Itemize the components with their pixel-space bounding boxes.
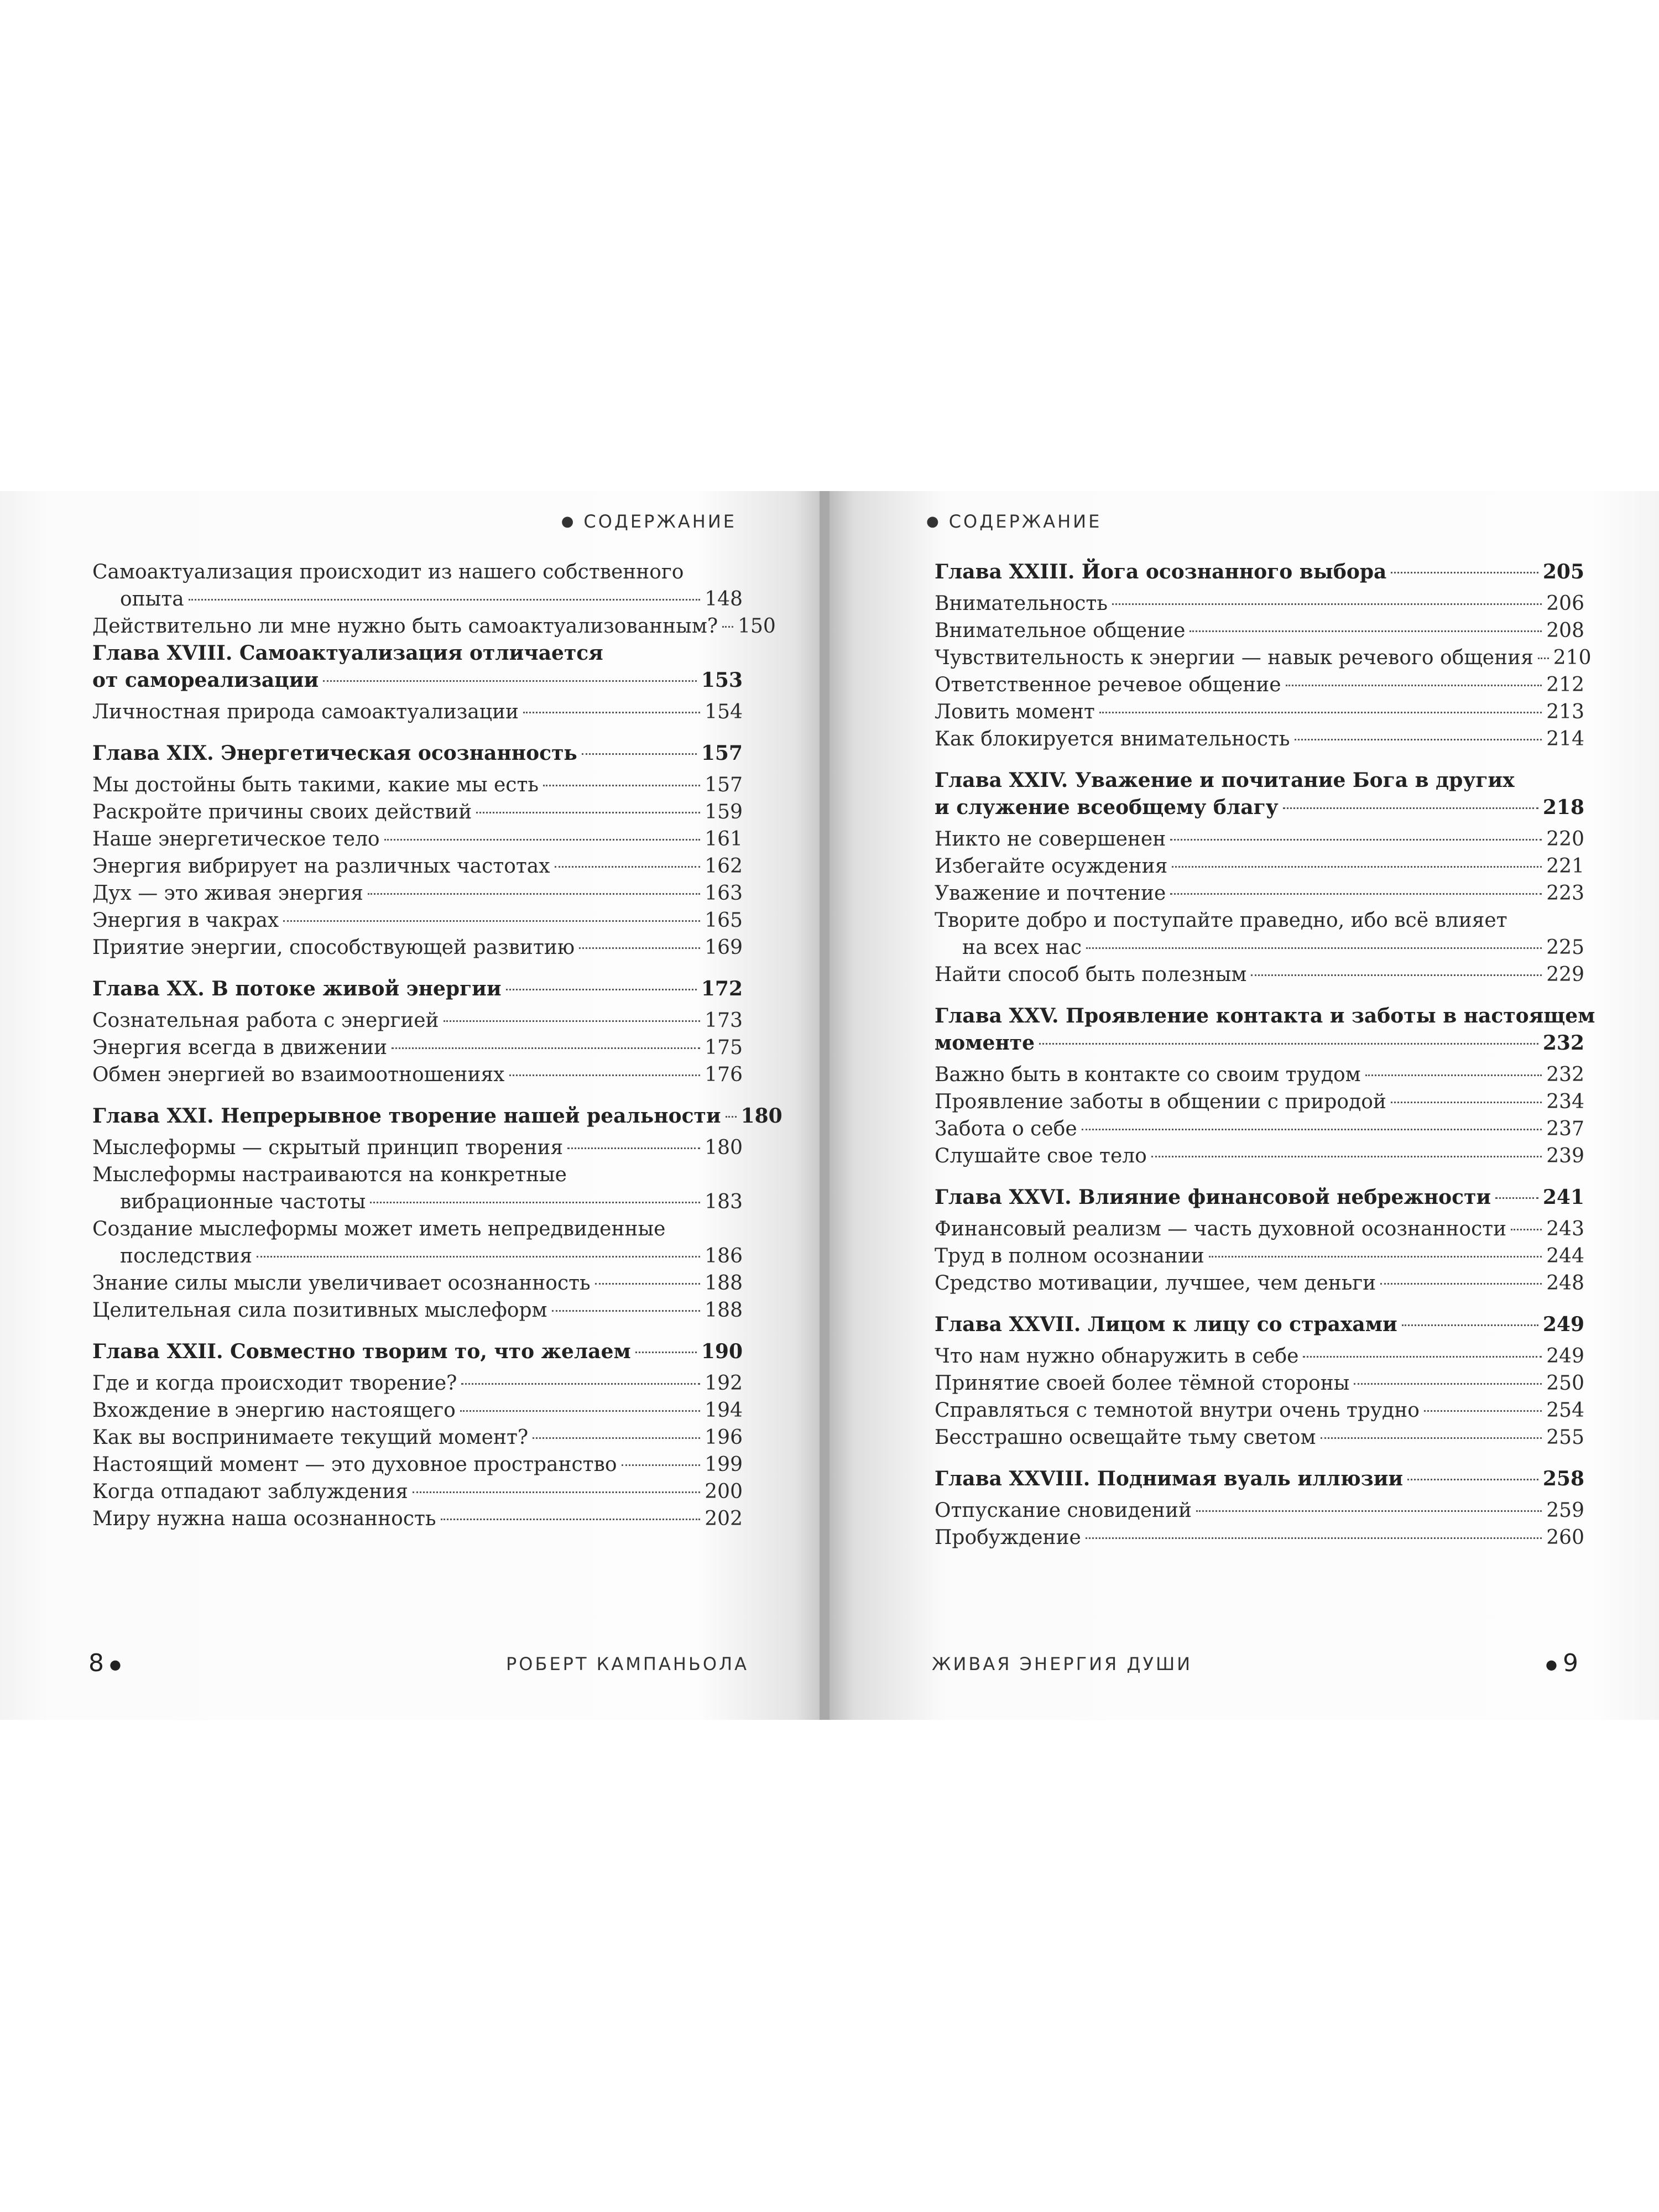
section-entry bbox=[935, 726, 1584, 753]
page-ref: 165 bbox=[705, 909, 743, 932]
dot-leader bbox=[441, 1519, 701, 1520]
page-ref: 161 bbox=[705, 828, 743, 851]
dot-leader bbox=[726, 1116, 737, 1118]
section-entry bbox=[92, 934, 743, 961]
dot-leader bbox=[444, 1020, 701, 1022]
page-ref: 180 bbox=[705, 1136, 743, 1159]
dot-leader bbox=[476, 812, 700, 813]
section-entry bbox=[935, 590, 1584, 617]
dot-leader bbox=[1295, 739, 1542, 740]
section-entry bbox=[935, 1343, 1584, 1370]
section-title: Личностная природа самоактуализации bbox=[92, 701, 519, 723]
section-title: Что нам нужно обнаружить в себе bbox=[935, 1345, 1299, 1368]
page-number: ● 9 bbox=[1546, 1649, 1578, 1677]
page-ref: 175 bbox=[705, 1036, 743, 1059]
footer-book-title: ЖИВАЯ ЭНЕРГИЯ ДУШИ bbox=[932, 1653, 1193, 1674]
dot-leader bbox=[595, 1283, 701, 1285]
page-ref: 259 bbox=[1546, 1499, 1584, 1522]
dot-leader bbox=[722, 626, 733, 628]
page-ref: 229 bbox=[1546, 963, 1584, 986]
page-ref: 220 bbox=[1546, 828, 1584, 851]
dot-leader bbox=[460, 1410, 700, 1412]
page-ref: 241 bbox=[1542, 1186, 1584, 1209]
page-ref: 205 bbox=[1542, 560, 1584, 583]
page-ref: 249 bbox=[1542, 1313, 1584, 1336]
section-entry bbox=[92, 1478, 743, 1505]
section-title: Энергия вибрирует на различных частотах bbox=[92, 855, 550, 878]
dot-leader bbox=[1086, 1537, 1542, 1539]
dot-leader bbox=[1380, 1283, 1542, 1285]
section-entry bbox=[92, 1424, 743, 1451]
page-ref: 250 bbox=[1546, 1372, 1584, 1395]
dot-leader bbox=[1190, 630, 1542, 632]
section-entry bbox=[92, 586, 743, 613]
chapter-entry bbox=[935, 1030, 1584, 1057]
page-ref: 176 bbox=[705, 1063, 743, 1086]
dot-leader bbox=[1495, 1197, 1538, 1199]
section-entry bbox=[935, 907, 1584, 934]
section-entry bbox=[935, 1270, 1584, 1297]
dot-leader bbox=[533, 1437, 700, 1439]
page-ref: 223 bbox=[1546, 882, 1584, 905]
page-ref: 239 bbox=[1546, 1145, 1584, 1167]
section-title: на всех нас bbox=[962, 936, 1082, 959]
section-entry bbox=[935, 1524, 1584, 1551]
dot-leader bbox=[1112, 603, 1542, 605]
section-title: Энергия всегда в движении bbox=[92, 1036, 388, 1059]
dot-leader bbox=[323, 680, 697, 682]
chapter-title: Глава XXVI. Влияние финансовой небрежности bbox=[935, 1186, 1491, 1209]
section-entry bbox=[935, 1115, 1584, 1142]
section-title: Бесстрашно освещайте тьму светом bbox=[935, 1426, 1316, 1449]
dot-leader bbox=[543, 785, 700, 786]
section-title: Труд в полном осознании bbox=[935, 1245, 1204, 1267]
section-title: Как вы воспринимаете текущий момент? bbox=[92, 1426, 529, 1449]
chapter-title: Глава XX. В потоке живой энергии bbox=[92, 977, 502, 1000]
page-ref: 188 bbox=[705, 1272, 743, 1295]
section-title: Мыслеформы настраиваются на конкретные bbox=[92, 1164, 567, 1186]
dot-leader bbox=[392, 1047, 700, 1049]
dot-leader bbox=[1172, 866, 1542, 868]
book-gutter bbox=[820, 491, 830, 1720]
section-title: Обмен энергией во взаимоотношениях bbox=[92, 1063, 505, 1086]
chapter-title: Глава XXII. Совместно творим то, что желаем bbox=[92, 1340, 631, 1363]
dot-leader bbox=[1511, 1229, 1542, 1230]
page-ref: 213 bbox=[1546, 701, 1584, 723]
section-title: Создание мыслеформы может иметь непредвиденные bbox=[92, 1218, 666, 1240]
chapter-entry bbox=[935, 559, 1584, 586]
section-entry bbox=[935, 617, 1584, 644]
dot-leader bbox=[1391, 1102, 1542, 1103]
page-ref: 159 bbox=[705, 801, 743, 823]
dot-leader bbox=[384, 839, 701, 841]
dot-leader bbox=[189, 599, 701, 601]
page-ref: 258 bbox=[1542, 1467, 1584, 1490]
chapter-title: Глава XXI. Непрерывное творение нашей реальности bbox=[92, 1104, 721, 1128]
section-title: Раскройте причины своих действий bbox=[92, 801, 472, 823]
page-ref: 260 bbox=[1546, 1526, 1584, 1549]
section-entry bbox=[92, 799, 743, 826]
page-ref: 234 bbox=[1546, 1091, 1584, 1113]
section-entry bbox=[935, 961, 1584, 988]
section-entry bbox=[935, 644, 1592, 671]
chapter-title: от самореализации bbox=[92, 669, 319, 692]
page-ref: 154 bbox=[705, 701, 743, 723]
section-entry bbox=[92, 826, 743, 853]
section-title: опыта bbox=[120, 588, 184, 611]
dot-leader bbox=[1170, 839, 1542, 841]
page-ref: 163 bbox=[705, 882, 743, 905]
section-entry bbox=[935, 671, 1584, 698]
section-title: Мыслеформы — скрытый принцип творения bbox=[92, 1136, 564, 1159]
section-entry bbox=[92, 1370, 743, 1397]
dot-leader bbox=[1151, 1156, 1542, 1157]
dot-leader bbox=[368, 893, 700, 895]
section-entry bbox=[935, 853, 1584, 880]
page-ref: 221 bbox=[1546, 855, 1584, 878]
page-ref: 194 bbox=[705, 1399, 743, 1422]
dot-leader bbox=[1538, 658, 1549, 659]
page-ref: 173 bbox=[705, 1009, 743, 1032]
dot-leader bbox=[1283, 807, 1538, 809]
section-entry bbox=[935, 1397, 1584, 1424]
section-title: Отпускание сновидений bbox=[935, 1499, 1192, 1522]
chapter-title: Глава XXIV. Уважение и почитание Бога в других bbox=[935, 769, 1515, 792]
dot-leader bbox=[582, 753, 697, 755]
section-title: Ловить момент bbox=[935, 701, 1095, 723]
dot-leader bbox=[461, 1383, 700, 1385]
page-ref: 157 bbox=[705, 774, 743, 796]
section-title: Творите добро и поступайте праведно, ибо всё влияет bbox=[935, 909, 1507, 932]
section-entry bbox=[935, 826, 1584, 853]
section-entry bbox=[92, 1297, 743, 1324]
section-title: вибрационные частоты bbox=[120, 1191, 366, 1213]
dot-leader bbox=[1365, 1074, 1542, 1076]
dot-leader bbox=[567, 1147, 700, 1149]
section-title: Где и когда происходит творение? bbox=[92, 1372, 457, 1395]
page-ref: 225 bbox=[1546, 936, 1584, 959]
section-title: Приятие энергии, способствующей развитию bbox=[92, 936, 575, 959]
dot-leader bbox=[622, 1464, 701, 1466]
section-entry bbox=[935, 698, 1584, 726]
dot-leader bbox=[1321, 1437, 1542, 1439]
section-title: Самоактуализация происходит из нашего собственного bbox=[92, 561, 684, 583]
page-ref: 200 bbox=[705, 1480, 743, 1503]
page-number: 8 ● bbox=[88, 1649, 121, 1677]
dot-leader bbox=[1170, 893, 1542, 895]
section-title: Избегайте осуждения bbox=[935, 855, 1168, 878]
running-head: ● СОДЕРЖАНИЕ bbox=[926, 511, 1102, 532]
page-ref: 192 bbox=[705, 1372, 743, 1395]
section-title: Энергия в чакрах bbox=[92, 909, 279, 932]
section-entry bbox=[92, 907, 743, 934]
dot-leader bbox=[509, 1074, 701, 1076]
chapter-title: Глава XXVIII. Поднимая вуаль иллюзии bbox=[935, 1467, 1404, 1490]
chapter-entry bbox=[92, 1338, 743, 1365]
page-ref: 255 bbox=[1546, 1426, 1584, 1449]
section-title: Важно быть в контакте со своим трудом bbox=[935, 1063, 1361, 1086]
section-entry bbox=[92, 853, 743, 880]
chapter-title: Глава XXIII. Йога осознанного выбора bbox=[935, 560, 1387, 583]
chapter-title: Глава XIX. Энергетическая осознанность bbox=[92, 742, 577, 765]
page-ref: 190 bbox=[701, 1340, 743, 1363]
dot-leader bbox=[1424, 1410, 1542, 1412]
dot-leader bbox=[506, 989, 697, 990]
dot-leader bbox=[579, 947, 700, 949]
page-ref: 157 bbox=[701, 742, 743, 765]
chapter-entry bbox=[935, 1311, 1584, 1338]
section-title: Знание силы мысли увеличивает осознанность bbox=[92, 1272, 591, 1295]
section-entry bbox=[92, 1505, 743, 1532]
dot-leader bbox=[1251, 974, 1542, 976]
page-ref: 212 bbox=[1546, 674, 1584, 696]
section-entry bbox=[935, 1424, 1584, 1451]
page-ref: 196 bbox=[705, 1426, 743, 1449]
page-ref: 206 bbox=[1546, 592, 1584, 615]
page-ref: 208 bbox=[1546, 619, 1584, 642]
page-ref: 180 bbox=[740, 1104, 782, 1128]
section-entry bbox=[92, 1007, 743, 1034]
chapter-entry bbox=[92, 667, 743, 694]
section-title: Никто не совершенен bbox=[935, 828, 1166, 851]
dot-leader bbox=[1099, 712, 1542, 713]
page-ref: 232 bbox=[1546, 1063, 1584, 1086]
page-ref: 248 bbox=[1546, 1272, 1584, 1295]
dot-leader bbox=[1391, 572, 1538, 573]
dot-leader bbox=[1039, 1043, 1538, 1045]
section-title: Принятие своей более тёмной стороны bbox=[935, 1372, 1350, 1395]
section-entry bbox=[92, 1188, 743, 1215]
chapter-title: Глава XXV. Проявление контакта и заботы в настоящем bbox=[935, 1004, 1595, 1027]
section-title: Внимательность bbox=[935, 592, 1108, 615]
chapter-entry bbox=[92, 1103, 782, 1130]
section-title: последствия bbox=[120, 1245, 253, 1267]
dot-leader bbox=[1303, 1356, 1542, 1358]
section-title: Слушайте свое тело bbox=[935, 1145, 1147, 1167]
section-entry bbox=[92, 1134, 743, 1161]
dot-leader bbox=[413, 1491, 700, 1493]
dot-leader bbox=[370, 1202, 700, 1203]
dot-leader bbox=[552, 1310, 701, 1312]
page-ref: 172 bbox=[701, 977, 743, 1000]
section-entry bbox=[935, 1370, 1584, 1397]
page-ref: 199 bbox=[705, 1453, 743, 1476]
left-page bbox=[0, 491, 820, 1720]
section-title: Уважение и почтение bbox=[935, 882, 1166, 905]
page-ref: 162 bbox=[705, 855, 743, 878]
dot-leader bbox=[1407, 1479, 1538, 1480]
page-ref: 214 bbox=[1546, 728, 1584, 750]
page-ref: 210 bbox=[1553, 646, 1592, 669]
section-title: Пробуждение bbox=[935, 1526, 1081, 1549]
section-entry bbox=[92, 1034, 743, 1061]
page-ref: 188 bbox=[705, 1299, 743, 1322]
section-title: Справляться с темнотой внутри очень трудно bbox=[935, 1399, 1420, 1422]
page-ref: 202 bbox=[705, 1507, 743, 1530]
section-title: Целительная сила позитивных мыслеформ bbox=[92, 1299, 547, 1322]
chapter-title: и служение всеобщему благу bbox=[935, 796, 1279, 819]
dot-leader bbox=[1209, 1256, 1542, 1258]
page-ref: 254 bbox=[1546, 1399, 1584, 1422]
section-title: Внимательное общение bbox=[935, 619, 1186, 642]
section-entry bbox=[92, 1270, 743, 1297]
section-title: Миру нужна наша осознанность bbox=[92, 1507, 436, 1530]
section-entry bbox=[92, 1061, 743, 1088]
section-title: Мы достойны быть такими, какие мы есть bbox=[92, 774, 539, 796]
page-ref: 218 bbox=[1542, 796, 1584, 819]
chapter-title: Глава XVIII. Самоактуализация отличается bbox=[92, 641, 603, 665]
section-entry bbox=[935, 1243, 1584, 1270]
section-entry bbox=[92, 880, 743, 907]
dot-leader bbox=[1196, 1510, 1542, 1512]
page-ref: 243 bbox=[1546, 1218, 1584, 1240]
section-title: Проявление заботы в общении с природой bbox=[935, 1091, 1386, 1113]
section-entry bbox=[935, 1497, 1584, 1524]
section-entry bbox=[935, 1061, 1584, 1088]
section-entry bbox=[92, 771, 743, 799]
section-entry bbox=[92, 1243, 743, 1270]
section-title: Вхождение в энергию настоящего bbox=[92, 1399, 456, 1422]
section-title: Ответственное речевое общение bbox=[935, 674, 1281, 696]
page-ref: 232 bbox=[1542, 1031, 1584, 1055]
section-title: Найти способ быть полезным bbox=[935, 963, 1247, 986]
section-entry bbox=[92, 1451, 743, 1478]
dot-leader bbox=[1354, 1383, 1542, 1385]
chapter-title: Глава XXVII. Лицом к лицу со страхами bbox=[935, 1313, 1397, 1336]
section-entry bbox=[935, 934, 1584, 961]
section-title: Наше энергетическое тело bbox=[92, 828, 380, 851]
table-of-contents bbox=[92, 559, 782, 1532]
section-title: Забота о себе bbox=[935, 1118, 1077, 1140]
page-ref: 249 bbox=[1546, 1345, 1584, 1368]
section-entry bbox=[935, 1088, 1584, 1115]
dot-leader bbox=[257, 1256, 700, 1258]
chapter-entry bbox=[935, 794, 1584, 821]
dot-leader bbox=[1082, 1129, 1542, 1130]
dot-leader bbox=[635, 1352, 697, 1353]
section-title: Сознательная работа с энергией bbox=[92, 1009, 439, 1032]
section-entry bbox=[935, 1215, 1584, 1243]
chapter-entry bbox=[92, 640, 743, 667]
chapter-entry bbox=[935, 1184, 1584, 1211]
dot-leader bbox=[1402, 1324, 1538, 1326]
section-title: Как блокируется внимательность bbox=[935, 728, 1290, 750]
chapter-entry bbox=[935, 767, 1584, 794]
chapter-entry bbox=[92, 740, 743, 767]
page-ref: 186 bbox=[705, 1245, 743, 1267]
page-ref: 153 bbox=[701, 669, 743, 692]
footer-author: РОБЕРТ КАМПАНЬОЛА bbox=[506, 1653, 749, 1674]
section-title: Дух — это живая энергия bbox=[92, 882, 363, 905]
table-of-contents bbox=[935, 559, 1595, 1551]
page-ref: 183 bbox=[705, 1191, 743, 1213]
dot-leader bbox=[555, 866, 701, 868]
section-entry bbox=[935, 1142, 1584, 1170]
section-entry bbox=[92, 613, 776, 640]
page-ref: 150 bbox=[738, 615, 776, 638]
page-ref: 237 bbox=[1546, 1118, 1584, 1140]
dot-leader bbox=[283, 920, 700, 922]
section-entry bbox=[92, 698, 743, 726]
section-title: Финансовый реализм — часть духовной осознанности bbox=[935, 1218, 1507, 1240]
right-page bbox=[830, 491, 1659, 1720]
page-ref: 148 bbox=[705, 588, 743, 611]
dot-leader bbox=[523, 712, 700, 713]
section-entry bbox=[935, 880, 1584, 907]
dot-leader bbox=[1286, 685, 1542, 686]
section-entry bbox=[92, 559, 743, 586]
section-entry bbox=[92, 1215, 743, 1243]
section-title: Чувствительность к энергии — навык речевого общения bbox=[935, 646, 1533, 669]
chapter-entry bbox=[935, 1465, 1584, 1493]
dot-leader bbox=[1086, 947, 1542, 949]
section-entry bbox=[92, 1397, 743, 1424]
chapter-title: моменте bbox=[935, 1031, 1035, 1055]
section-title: Средство мотивации, лучшее, чем деньги bbox=[935, 1272, 1376, 1295]
running-head: ● СОДЕРЖАНИЕ bbox=[561, 511, 737, 532]
chapter-entry bbox=[92, 975, 743, 1003]
page-ref: 169 bbox=[705, 936, 743, 959]
section-title: Когда отпадают заблуждения bbox=[92, 1480, 408, 1503]
page-ref: 244 bbox=[1546, 1245, 1584, 1267]
chapter-entry bbox=[935, 1003, 1595, 1030]
section-title: Действительно ли мне нужно быть самоактуализованным? bbox=[92, 615, 718, 638]
section-title: Настоящий момент — это духовное пространство bbox=[92, 1453, 617, 1476]
section-entry bbox=[92, 1161, 743, 1188]
